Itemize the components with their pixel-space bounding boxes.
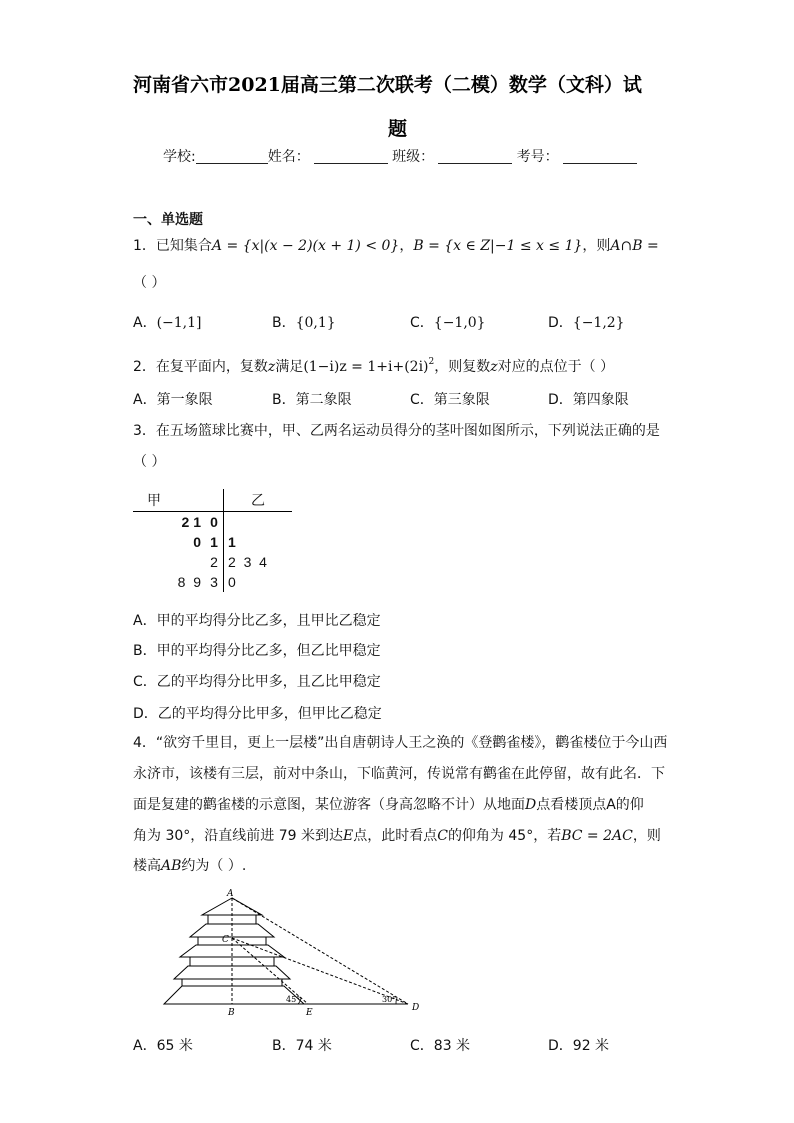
q1-separator: ， bbox=[399, 238, 414, 254]
q2-text-4: 对应的点位于（ ） bbox=[497, 359, 615, 375]
q3-option-d[interactable]: D．乙的平均得分比甲多，但甲比乙稳定 bbox=[133, 706, 382, 722]
stem-leaf-right-leaves: 0 bbox=[228, 573, 236, 590]
point-c-label: C bbox=[222, 935, 229, 945]
q1-number: 1． bbox=[133, 238, 156, 254]
q3-paren: （ ） bbox=[133, 454, 166, 470]
stem-leaf-left-leaves: 0 bbox=[193, 533, 201, 550]
stem-leaf-right-leaves bbox=[224, 512, 293, 532]
q4-number: 4． bbox=[133, 735, 156, 751]
section-title: 一、单选题 bbox=[133, 212, 203, 228]
q4-option-b[interactable]: B．74 米 bbox=[272, 1038, 332, 1054]
q1-option-b[interactable]: B．{0,1} bbox=[272, 315, 336, 331]
q1-expression: A∩B = bbox=[610, 238, 659, 254]
stem-leaf-stem: 2 bbox=[205, 552, 224, 572]
q4-line-5: 楼高AB约为（ ）. bbox=[133, 858, 247, 874]
q4-option-d[interactable]: D．92 米 bbox=[548, 1038, 610, 1054]
stem-leaf-stem: 0 bbox=[205, 512, 224, 532]
q2-option-d[interactable]: D．第四象限 bbox=[548, 392, 629, 408]
q1-option-a[interactable]: A．(−1,1] bbox=[133, 315, 202, 331]
q1-stem bbox=[133, 236, 659, 256]
q4-line-1: 4．“欲穷千里目，更上一层楼”出自唐朝诗人王之涣的《登鹳雀楼》，鹳雀楼位于今山西 bbox=[133, 735, 668, 751]
class-blank bbox=[438, 149, 512, 164]
q4-line-4: 角为 30°，沿直线前进 79 米到达E点，此时看点C的仰角为 45°，若BC = 2AC，则 bbox=[133, 828, 661, 844]
q1-option-d[interactable]: D．{−1,2} bbox=[548, 315, 625, 331]
q2-text: 在复平面内，复数 bbox=[155, 359, 268, 375]
q3-option-b[interactable]: B．甲的平均得分比乙多，但乙比甲稳定 bbox=[133, 643, 381, 659]
point-a-label: A bbox=[227, 889, 234, 899]
sight-line-da bbox=[232, 898, 408, 1004]
q1-set-b: B = {x ∈ Z|−1 ≤ x ≤ 1} bbox=[413, 238, 583, 254]
tower-roof bbox=[174, 966, 290, 979]
q4-line-2: 永济市，该楼有三层，前对中条山，下临黄河，传说常有鹳雀在此停留，故有此名．下 bbox=[133, 766, 665, 782]
stem-leaf-plot bbox=[133, 489, 292, 592]
name-blank bbox=[314, 149, 388, 164]
q3-stem bbox=[133, 421, 660, 441]
q2-z-2: z bbox=[490, 359, 498, 375]
number-label: 考号： bbox=[516, 149, 559, 165]
angle-e-label: 45° bbox=[286, 995, 301, 1004]
stem-leaf-right-leaves: 2 3 4 bbox=[228, 553, 267, 570]
q3-option-c[interactable]: C．乙的平均得分比甲多，且乙比甲稳定 bbox=[133, 674, 381, 690]
stem-leaf-right-header: 乙 bbox=[224, 489, 293, 512]
q2-number: 2． bbox=[133, 359, 156, 375]
class-label: 班级： bbox=[392, 149, 435, 165]
q4-option-c[interactable]: C．83 米 bbox=[410, 1038, 471, 1054]
q2-exponent: 2 bbox=[428, 357, 435, 367]
number-blank bbox=[563, 149, 637, 164]
q2-option-c[interactable]: C．第三象限 bbox=[410, 392, 490, 408]
q2-equation: (1−i)z = 1+i+(2i) bbox=[303, 359, 429, 375]
q1-paren: （ ） bbox=[133, 275, 166, 291]
point-b-label: B bbox=[228, 1008, 235, 1018]
name-label: 姓名： bbox=[267, 149, 310, 165]
q4-option-a[interactable]: A．65 米 bbox=[133, 1038, 193, 1054]
stem-leaf-left-header: 甲 bbox=[133, 489, 205, 512]
point-e-label: E bbox=[306, 1008, 313, 1018]
tower-base bbox=[164, 986, 304, 1004]
stem-leaf-stem: 3 bbox=[205, 572, 224, 592]
q1-option-c[interactable]: C．{−1,0} bbox=[410, 315, 486, 331]
angle-d-label: 30° bbox=[382, 995, 397, 1004]
stem-leaf-right-leaves: 1 bbox=[228, 533, 236, 550]
q2-option-b[interactable]: B．第二象限 bbox=[272, 392, 352, 408]
tower-diagram bbox=[160, 886, 430, 1020]
stem-leaf-left-leaves: 2 1 bbox=[181, 513, 201, 530]
student-info-row bbox=[163, 146, 637, 166]
page-title-continued: 题 bbox=[388, 118, 408, 140]
q2-text-2: 满足 bbox=[275, 359, 304, 375]
q3-number: 3． bbox=[133, 423, 156, 439]
point-d-label: D bbox=[412, 1003, 420, 1013]
q1-text: 已知集合 bbox=[155, 238, 212, 254]
q4-line-3: 面是复建的鹳雀楼的示意图，某位游客（身高忽略不计）从地面D点看楼顶点A的仰 bbox=[133, 797, 644, 813]
page-title: 河南省六市2021届高三第二次联考（二模）数学（文科）试 bbox=[133, 74, 642, 96]
q2-z: z bbox=[267, 359, 276, 375]
stem-leaf-stem: 1 bbox=[205, 532, 224, 552]
q3-option-a[interactable]: A．甲的平均得分比乙多，且甲比乙稳定 bbox=[133, 613, 381, 629]
stem-leaf-left-leaves: 8 9 bbox=[177, 573, 201, 590]
q2-text-3: ，则复数 bbox=[434, 359, 491, 375]
q1-text-2: ，则 bbox=[582, 238, 611, 254]
stem-leaf-left-leaves bbox=[133, 552, 205, 572]
q3-text: 在五场篮球比赛中，甲、乙两名运动员得分的茎叶图如图所示，下列说法正确的是 bbox=[155, 423, 660, 439]
q2-stem bbox=[133, 352, 614, 377]
school-blank bbox=[196, 149, 268, 164]
school-label: 学校: bbox=[163, 149, 196, 165]
q1-set-a: A = {x|(x − 2)(x + 1) < 0} bbox=[211, 238, 400, 254]
q2-option-a[interactable]: A．第一象限 bbox=[133, 392, 213, 408]
